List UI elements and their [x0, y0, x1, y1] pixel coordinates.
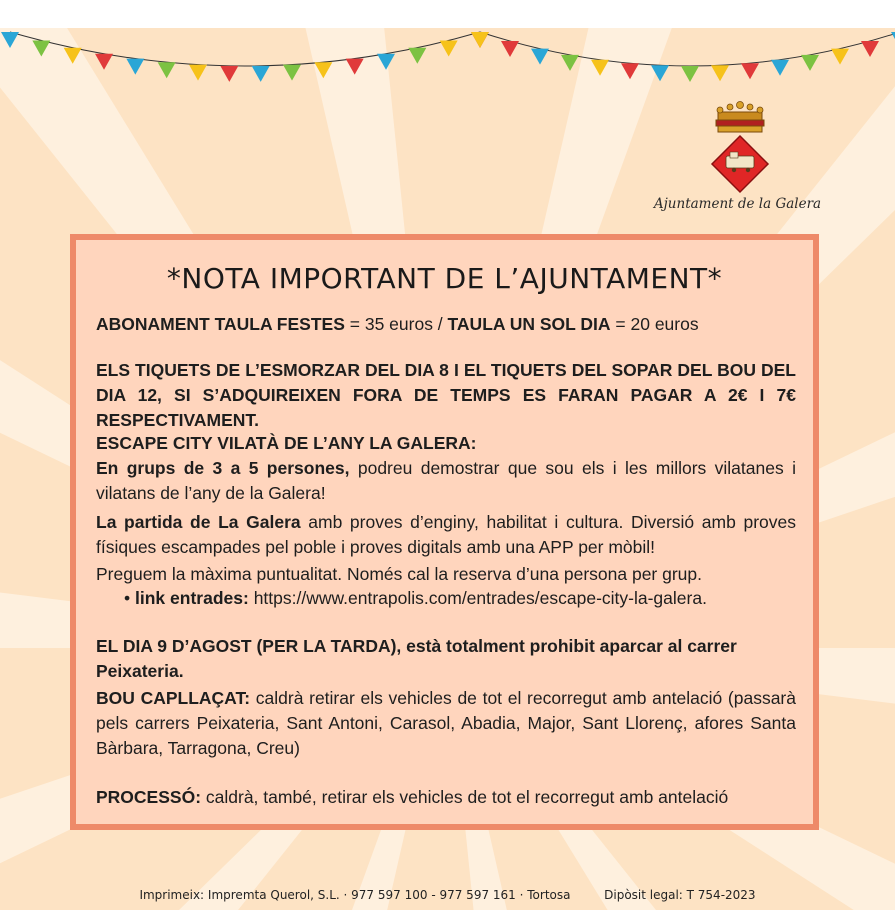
bunting-flag: [377, 54, 395, 70]
processo-bold: PROCESSÓ:: [96, 787, 202, 807]
link-bullet: [124, 586, 804, 611]
link-label: link entrades:: [135, 588, 249, 608]
price-line: [96, 312, 796, 337]
footer: [0, 888, 895, 902]
bunting-flag: [32, 40, 50, 56]
escape-paragraph-3: Preguem la màxima puntualitat. Només cal la reserva d’una persona per grup.: [96, 564, 703, 584]
bunting-flag: [440, 40, 458, 56]
bunting-flag: [126, 59, 144, 75]
price-label-2: TAULA UN SOL DIA: [447, 314, 611, 334]
bou-bold: BOU CAPLLAÇAT:: [96, 688, 251, 708]
important-note-panel: [70, 234, 819, 830]
bunting-flag: [189, 65, 207, 81]
footer-printer: Imprimeix: Impremta Querol, S.L. · 977 597 100 - 977 597 161 · Tortosa: [139, 888, 571, 902]
bunting-flag: [346, 59, 364, 75]
bou-text: caldrà retirar els vehicles de tot el recorregut amb antelació (passarà pels carrers Peixateria, Sant Antoni, Carasol, Abadia, Major, Sant Llorenç, afores Santa Bàrbara, Tarragona, Creu): [96, 688, 796, 758]
bunting-flag: [621, 63, 639, 79]
link-url[interactable]: https://www.entrapolis.com/entrades/escape-city-la-galera.: [253, 588, 707, 608]
bunting-flag: [283, 65, 301, 81]
escape-p1-text: podreu demostrar que sou els i les millors vilatanes i vilatans de l’any de la Galera!: [96, 458, 796, 503]
tickets-notice: ELS TIQUETS DE L’ESMORZAR DEL DIA 8 I EL TIQUETS DEL SOPAR DEL BOU DEL DIA 12, SI S’ADQUIREIXEN FORA DE TEMPS ES FARAN PAGAR A 2€ I 7€ RESPECTIVAMENT.: [96, 360, 796, 430]
bunting-flag: [314, 62, 332, 78]
processo-text: caldrà, també, retirar els vehicles de tot el recorregut amb antelació: [201, 787, 729, 807]
price-label-1: ABONAMENT TAULA FESTES: [96, 314, 345, 334]
escape-p1-bold: En grups de 3 a 5 persones,: [96, 458, 350, 478]
bunting-flag: [591, 60, 609, 76]
bunting-flag: [711, 65, 729, 81]
bunting-flag: [741, 63, 759, 79]
bunting-flag: [220, 66, 238, 82]
bunting-flag: [501, 41, 519, 57]
bunting-flag: [158, 62, 176, 78]
poster-background: [0, 28, 895, 910]
bou-notice: [96, 686, 796, 761]
parking-bold: EL DIA 9 D’AGOST (PER LA TARDA),: [96, 636, 402, 656]
parking-notice: [96, 634, 796, 684]
bunting-flag: [801, 55, 819, 71]
bunting-flag: [95, 54, 113, 70]
bunting-flag: [1, 32, 19, 48]
escape-paragraph-1: [96, 456, 796, 506]
price-text-1: = 35 euros /: [344, 314, 448, 334]
bunting-flag: [831, 49, 849, 65]
bunting-flag: [471, 32, 489, 48]
bunting-flag: [861, 41, 879, 57]
bunting-flag: [252, 66, 270, 82]
bunting-flag: [651, 65, 669, 81]
bunting-flag: [681, 66, 699, 82]
escape-p2-bold: La partida de La Galera: [96, 512, 301, 532]
bullet-icon: •: [124, 588, 131, 608]
escape-p2-text: amb proves d’enginy, habilitat i cultura. Diversió amb proves físiques escampades pel poble i proves digitals amb una APP per mòbil!: [96, 512, 796, 557]
footer-legal: Dipòsit legal: T 754-2023: [604, 888, 756, 902]
note-title: *NOTA IMPORTANT DE L’AJUNTAMENT*: [166, 262, 723, 295]
processo-notice: [96, 785, 796, 810]
town-council-caption: Ajuntament de la Galera: [653, 196, 822, 212]
bunting-flag: [771, 60, 789, 76]
price-text-2: = 20 euros: [610, 314, 699, 334]
escape-heading: ESCAPE CITY VILATÀ DE L’ANY LA GALERA:: [96, 433, 477, 453]
shield-icon: [712, 136, 768, 192]
bunting-flag: [64, 48, 82, 64]
bunting-flag: [561, 55, 579, 71]
parking-text: està totalment prohibit aparcar al carrer Peixateria.: [96, 636, 737, 681]
crown-icon: [716, 102, 764, 133]
bunting-flag: [408, 48, 426, 64]
bunting-flag: [531, 49, 549, 65]
escape-paragraph-2: [96, 510, 796, 560]
